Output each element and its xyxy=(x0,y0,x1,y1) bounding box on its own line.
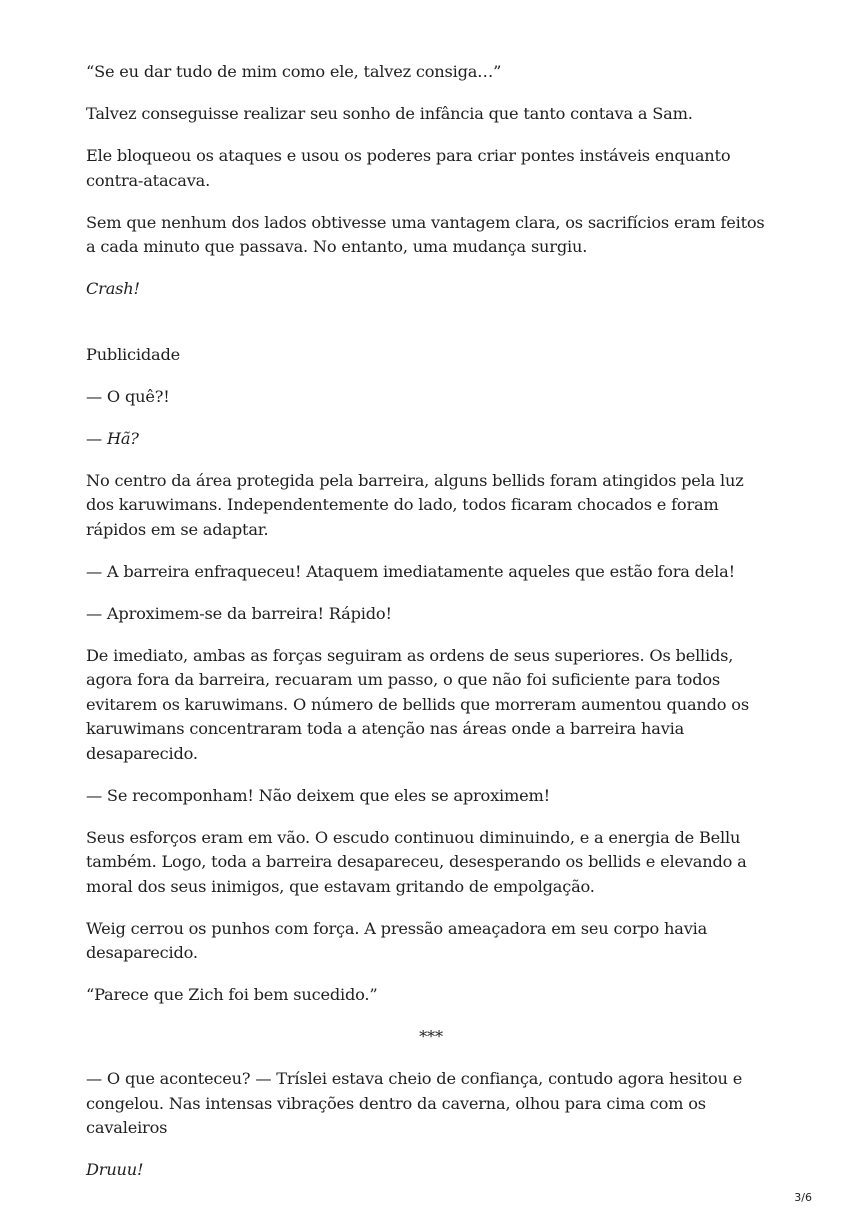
paragraph-quote-zich: “Parece que Zich foi bem sucedido.” xyxy=(86,985,378,1004)
page-number: 3/6 xyxy=(794,1191,812,1204)
dialogue-italic-text: Hã? xyxy=(106,428,139,448)
paragraph-blocked-attacks: Ele bloqueou os ataques e usou os poderes para criar pontes instáveis enquanto contra-atacava. xyxy=(86,146,731,190)
advertisement-label: Publicidade xyxy=(86,344,181,364)
dialogue-line: — Se recomponham! Não deixem que eles se aproximem! xyxy=(86,785,550,805)
scene-separator: *** xyxy=(419,1027,443,1046)
paragraph-sacrifices: Sem que nenhum dos lados obtivesse uma vantagem clara, os sacrifícios eram feitos a cada minuto que passava. No entanto, uma mudança surgiu. xyxy=(86,212,765,256)
paragraph-weig: Weig cerrou os punhos com força. A pressão ameaçadora em seu corpo havia desaparecido. xyxy=(86,918,708,962)
dialogue-line: — O quê?! xyxy=(86,386,170,406)
dialogue-line: — A barreira enfraqueceu! Ataquem imediatamente aqueles que estão fora dela! xyxy=(86,561,735,581)
sound-effect-druuu: Druuu! xyxy=(86,1160,144,1179)
paragraph-efforts-vain: Seus esforços eram em vão. O escudo continuou diminuindo, e a energia de Bellu também. Logo, toda a barreira desapareceu, desesperando os bellids e elevando a moral dos seus inimigos, que estavam gritando de empolgação. xyxy=(86,827,747,896)
dialogue-dash: — xyxy=(86,428,107,448)
paragraph-forces-orders: De imediato, ambas as forças seguiram as ordens de seus superiores. Os bellids, agora fora da barreira, recuaram um passo, o que não foi suficiente para todos evitarem os karuwimans. O número de bellids que morreram aumentou quando os karuwimans concentraram toda a atenção nas áreas onde a barreira havia desaparecido. xyxy=(86,645,749,763)
paragraph-trislei: — O que aconteceu? — Tríslei estava cheio de confiança, contudo agora hesitou e congelou. Nas intensas vibrações dentro da caverna, olhou para cima com os cavaleiros xyxy=(86,1069,743,1137)
paragraph-quote-thought: “Se eu dar tudo de mim como ele, talvez consiga…” xyxy=(86,62,502,81)
paragraph-center-area: No centro da área protegida pela barreira, alguns bellids foram atingidos pela luz dos karuwimans. Independentemente do lado, todos ficaram chocados e foram rápidos em se adaptar. xyxy=(86,470,744,539)
sound-effect-crash: Crash! xyxy=(86,279,140,298)
dialogue-line: — Aproximem-se da barreira! Rápido! xyxy=(86,603,392,623)
paragraph-dream: Talvez conseguisse realizar seu sonho de infância que tanto contava a Sam. xyxy=(86,104,693,123)
dialogue-line-italic xyxy=(86,427,776,452)
document-page xyxy=(86,60,776,1200)
